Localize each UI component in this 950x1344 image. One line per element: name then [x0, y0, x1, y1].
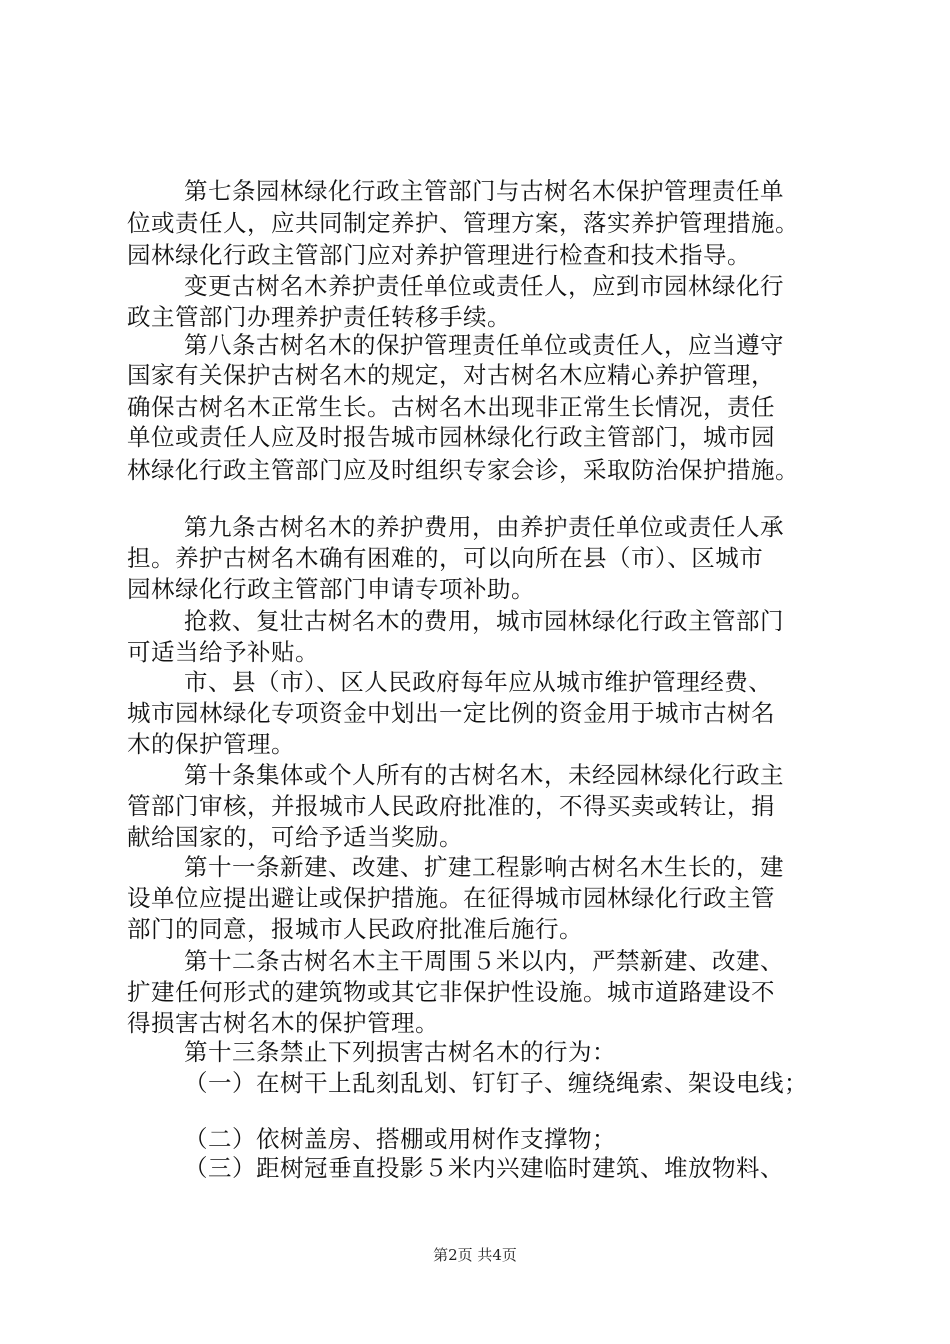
text-line: 管部门审核，并报城市人民政府批准的，不得买卖或转让，捐: [127, 792, 775, 820]
text-line: 部门的同意，报城市人民政府批准后施行。: [127, 915, 583, 943]
text-line: 木的保护管理。: [127, 730, 295, 758]
text-line: 第八条古树名木的保护管理责任单位或责任人，应当遵守: [184, 331, 784, 359]
text-line: 第七条园林绿化行政主管部门与古树名木保护管理责任单: [184, 177, 784, 205]
text-line: 可适当给予补贴。: [127, 638, 319, 666]
text-line: 第十三条禁止下列损害古树名木的行为：: [184, 1038, 616, 1066]
text-line: （三）距树冠垂直投影５米内兴建临时建筑、堆放物料、: [184, 1154, 784, 1182]
text-line: 第九条古树名木的养护费用，由养护责任单位或责任人承: [184, 513, 784, 541]
text-line: 抢救、复壮古树名木的费用，城市园林绿化行政主管部门: [184, 607, 784, 635]
text-line: （二）依树盖房、搭棚或用树作支撑物；: [184, 1125, 616, 1153]
text-line: 国家有关保护古树名木的规定，对古树名木应精心养护管理，: [127, 361, 775, 389]
text-line: 扩建任何形式的建筑物或其它非保护性设施。城市道路建设不: [127, 978, 775, 1006]
page-number-footer: 第2页 共4页: [433, 1246, 517, 1264]
text-line: 第十一条新建、改建、扩建工程影响古树名木生长的，建: [184, 853, 784, 881]
text-line: 位或责任人，应共同制定养护、管理方案，落实养护管理措施。: [127, 209, 799, 237]
text-line: 林绿化行政主管部门应及时组织专家会诊，采取防治保护措施。: [127, 456, 799, 484]
text-line: 第十二条古树名木主干周围５米以内，严禁新建、改建、: [184, 947, 784, 975]
text-line: 城市园林绿化专项资金中划出一定比例的资金用于城市古树名: [127, 699, 775, 727]
text-line: 担。养护古树名木确有困难的，可以向所在县（市）、区城市: [127, 544, 764, 572]
text-line: 设单位应提出避让或保护措施。在征得城市园林绿化行政主管: [127, 884, 775, 912]
text-line: 政主管部门办理养护责任转移手续。: [127, 303, 511, 331]
text-line: 变更古树名木养护责任单位或责任人，应到市园林绿化行: [184, 272, 784, 300]
text-line: 园林绿化行政主管部门申请专项补助。: [127, 575, 535, 603]
text-line: （一）在树干上乱刻乱划、钉钉子、缠绕绳索、架设电线；: [184, 1069, 808, 1097]
text-line: 市、县（市）、区人民政府每年应从城市维护管理经费、: [184, 668, 773, 696]
text-line: 献给国家的，可给予适当奖励。: [127, 823, 463, 851]
text-line: 第十条集体或个人所有的古树名木，未经园林绿化行政主: [184, 761, 784, 789]
text-line: 园林绿化行政主管部门应对养护管理进行检查和技术指导。: [127, 241, 751, 269]
text-line: 单位或责任人应及时报告城市园林绿化行政主管部门，城市园: [127, 423, 775, 451]
text-line: 得损害古树名木的保护管理。: [127, 1009, 439, 1037]
text-line: 确保古树名木正常生长。古树名木出现非正常生长情况，责任: [127, 393, 775, 421]
